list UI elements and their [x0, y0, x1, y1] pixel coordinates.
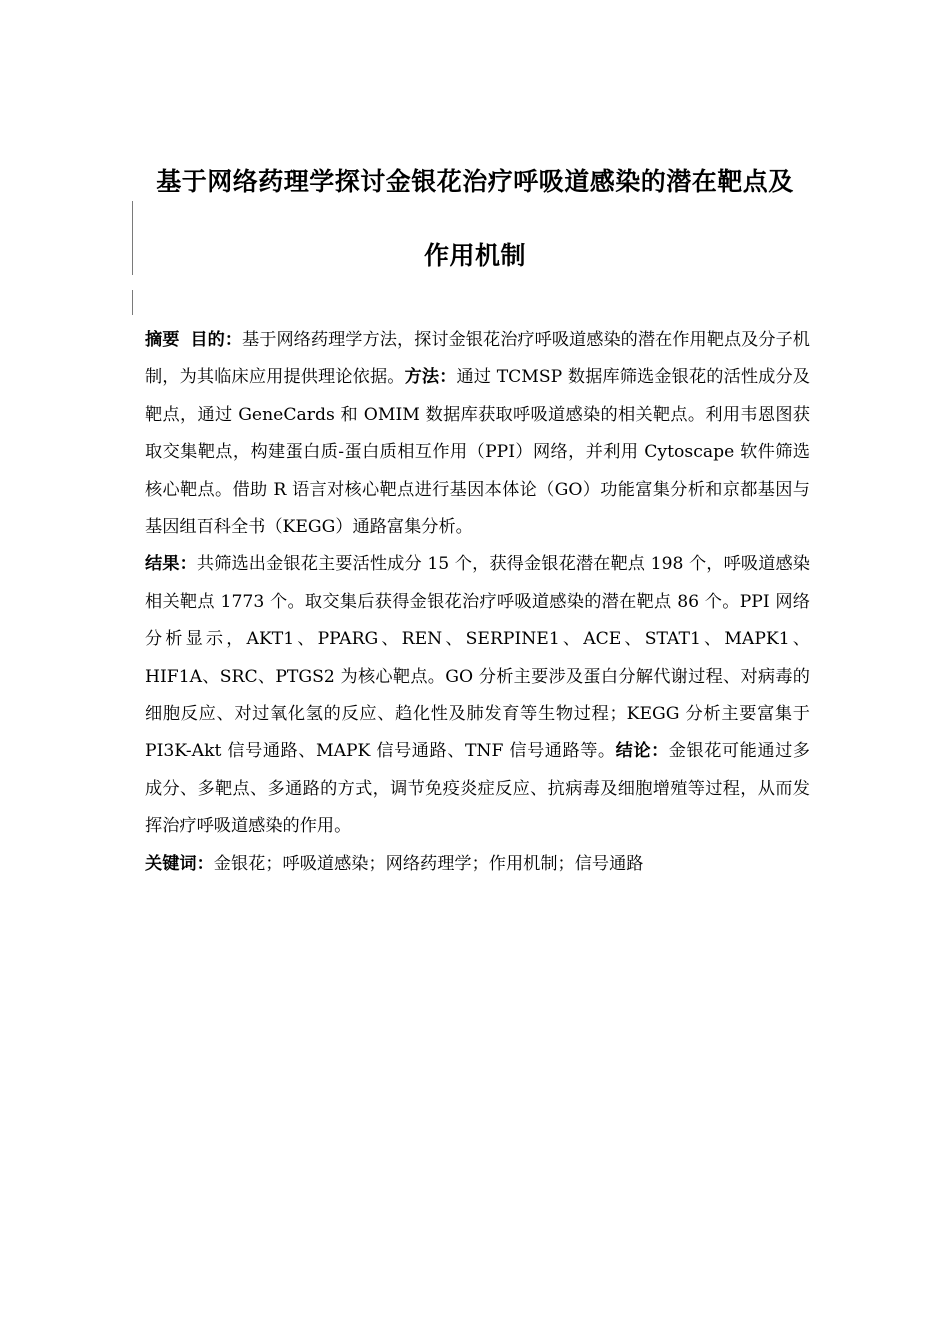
keywords-label: 关键词：	[145, 853, 214, 874]
abstract-label: 摘要	[145, 330, 180, 350]
objective-label: 目的：	[190, 330, 243, 350]
results-paragraph	[145, 546, 810, 845]
title-line-1: 基于网络药理学探讨金银花治疗呼吸道感染的潜在靶点及	[156, 167, 794, 196]
conclusion-text: 金银花可能通过多成分、多靶点、多通路的方式，调节免疫炎症反应、抗病毒及细胞增殖等过程，从而发挥治疗呼吸道感染的作用。	[145, 741, 810, 837]
abstract-section	[145, 322, 810, 883]
results-text: 共筛选出金银花主要活性成分 15 个，获得金银花潜在靶点 198 个，呼吸道感染相关靶点 1773 个。取交集后获得金银花治疗呼吸道感染的潜在靶点 86 个。PPI 网络分析显示，AKT1、PPARG、REN、SERPINE1、ACE、STAT1、MAPK1、HIF1A、SRC、PTGS2 为核心靶点。GO 分析主要涉及蛋白分解代谢过程、对病毒的细胞反应、对过氧化氢的反应、趋化性及肺发育等生物过程；KEGG 分析主要富集于 PI3K-Akt 信号通路、MAPK 信号通路、TNF 信号通路等。	[145, 554, 810, 762]
conclusion-label: 结论：	[615, 741, 669, 762]
margin-change-bar	[132, 290, 133, 315]
keywords-paragraph	[145, 846, 810, 883]
title-line-2: 作用机制	[423, 241, 526, 270]
keywords-text: 金银花；呼吸道感染；网络药理学；作用机制；信号通路	[213, 853, 644, 874]
methods-text: 通过 TCMSP 数据库筛选金银花的活性成分及靶点，通过 GeneCards 和 OMIM 数据库获取呼吸道感染的相关靶点。利用韦恩图获取交集靶点，构建蛋白质-蛋白质相互作用（PPI）网络，并利用 Cytoscape 软件筛选核心靶点。借助 R 语言对核心靶点进行基因本体论（GO）功能富集分析和京都基因与基因组百科全书（KEGG）通路富集分析。	[145, 367, 810, 538]
objective-text: 基于网络药理学方法，探讨金银花治疗呼吸道感染的潜在作用靶点及分子机制，为其临床应用提供理论依据。	[145, 330, 810, 388]
methods-label: 方法：	[404, 367, 457, 388]
abstract-paragraph	[145, 322, 810, 546]
results-label: 结果：	[145, 554, 197, 575]
